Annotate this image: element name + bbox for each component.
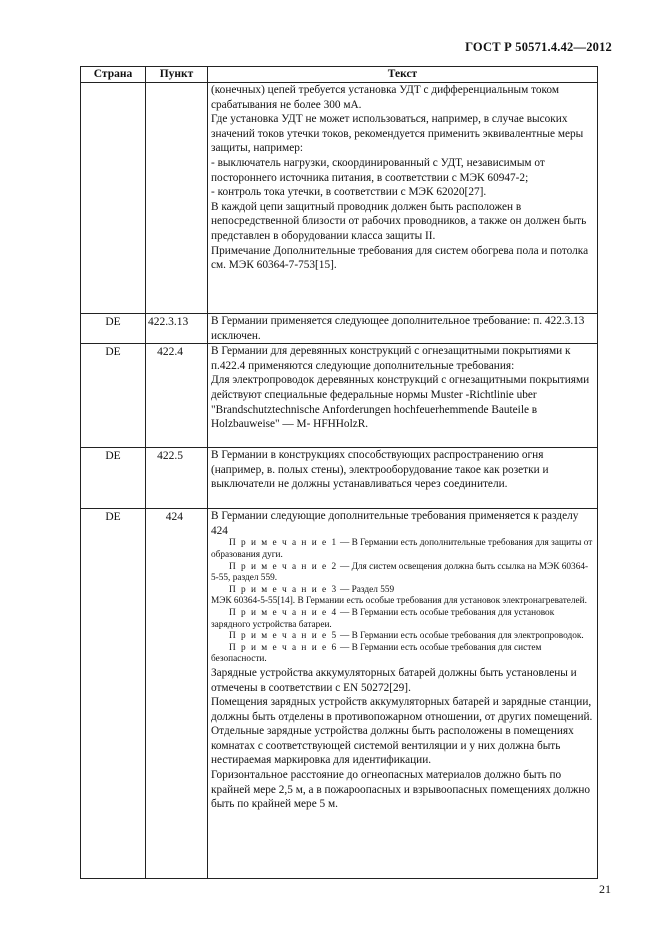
note-text: — В Германии есть дополнительные требования для защиты от образования дуги. — [211, 538, 593, 560]
table-row — [81, 83, 598, 314]
clause-cell: 422.5 — [146, 448, 208, 509]
note-text: — В Германии есть особые требования для электропроводок. — [337, 631, 584, 642]
note-label: П р и м е ч а н и е 1 — [229, 538, 338, 549]
country-cell — [81, 83, 146, 314]
note-label: П р и м е ч а н и е 6 — [229, 642, 338, 653]
paragraph: В каждой цепи защитный проводник должен быть расположен в непосредственной близости от рабочих проводников, а также он должен быть представлен в оборудовании класса защиты II. — [211, 200, 587, 242]
paragraph: Отдельные зарядные устройства должны быть расположены в помещениях комнатах с соответствующей системой вентиляции и у них должна быть нестираемая маркировка для идентификации. — [211, 725, 574, 767]
table-header-row — [81, 67, 598, 83]
paragraph: - выключатель нагрузки, скоординированный с УДТ, независимым от постороннего источника питания, в соответствии с МЭК 60947-2; — [211, 156, 545, 184]
note-text: — В Германии есть особые требования для установок зарядного устройства батареи. — [211, 607, 555, 630]
note — [211, 538, 594, 561]
clause-cell: 422.4 — [146, 344, 208, 448]
note — [211, 608, 594, 631]
clause-cell: 424 — [146, 509, 208, 879]
paragraph: Где установка УДТ не может использоваться, например, в случае высоких значений токов утечки токов, рекомендуется применить эквивалентные меры защиты, например: — [211, 113, 584, 155]
note — [211, 562, 594, 585]
paragraph: В Германии следующие дополнительные требования применяется к разделу 424 — [211, 510, 579, 537]
clause-cell — [146, 83, 208, 314]
text-cell — [208, 344, 598, 448]
clause-cell: 422.3.13 — [146, 314, 208, 344]
paragraph: В Германии для деревянных конструкций с огнезащитными покрытиями к п.422.4 применяются следующие дополнительные требования: — [211, 345, 571, 372]
paragraph: Для электропроводок деревянных конструкций с огнезащитными покрытиями действуют специальные федеральные нормы Muster -Richtlinie uber "Brandschutztechnische Anforderungen hochfeuerhemmende Bauteile в Holzbauweise" — M- HFHHolzR. — [211, 374, 590, 431]
table-row — [81, 314, 598, 344]
note-label: П р и м е ч а н и е 3 — [229, 584, 338, 595]
note — [211, 585, 594, 597]
paragraph: В Германии применяется следующее дополнительное требование: п. 422.3.13 исключен. — [211, 315, 585, 342]
column-header-text: Текст — [208, 67, 598, 83]
note — [211, 631, 594, 643]
paragraph: - контроль тока утечки, в соответствии с МЭК 62020[27]. — [211, 186, 487, 199]
text-cell — [208, 83, 598, 314]
note — [211, 596, 594, 608]
column-header-country: Страна — [81, 67, 146, 83]
paragraph: Помещения зарядных устройств аккумуляторных батарей и зарядные станции, должны быть отделены в противопожарном отношении, от других помещений. — [211, 696, 593, 723]
paragraph: В Германии в конструкциях способствующих распространению огня (например, в. полых стены), электрооборудование такое как розетки и выключатели не должны устанавливаться через соединители. — [211, 449, 549, 491]
note-text: — Раздел 559 — [337, 584, 395, 595]
document-code: ГОСТ Р 50571.4.42—2012 — [465, 40, 612, 54]
page-number: 21 — [599, 882, 611, 896]
column-header-clause: Пункт — [146, 67, 208, 83]
table-row — [81, 509, 598, 879]
country-cell: DE — [81, 509, 146, 879]
note-text: — Для систем освещения должна быть ссылка на МЭК 60364-5-55, раздел 559. — [211, 561, 589, 584]
paragraph: Примечание Дополнительные требования для систем обогрева пола и потолка см. МЭК 60364-7-753[15]. — [211, 244, 589, 272]
note-label: П р и м е ч а н и е 5 — [229, 631, 338, 642]
country-cell: DE — [81, 448, 146, 509]
paragraph: (конечных) цепей требуется установка УДТ с дифференциальным током срабатывания не более 300 мА. — [211, 84, 560, 111]
country-cell: DE — [81, 314, 146, 344]
text-cell — [208, 509, 598, 879]
note-text: МЭК 60364-5-55[14]. В Германии есть особые требования для установок электронагревателей. — [211, 596, 587, 607]
note-label: П р и м е ч а н и е 4 — [229, 607, 338, 618]
country-deviations-table — [80, 66, 598, 879]
note-text: — В Германии есть особые требования для систем безопасности. — [211, 642, 542, 665]
note-label: П р и м е ч а н и е 2 — [229, 561, 338, 572]
table-row — [81, 448, 598, 509]
paragraph: Зарядные устройства аккумуляторных батарей должны быть установлены и отмечены в соответствии с EN 50272[29]. — [211, 666, 577, 694]
country-cell: DE — [81, 344, 146, 448]
paragraph: Горизонтальное расстояние до огнеопасных материалов должно быть по крайней мере 2,5 м, а в пожароопасных и взрывоопасных помещениях должно быть по крайней мере 5 м. — [211, 769, 591, 811]
table-row — [81, 344, 598, 448]
note — [211, 643, 594, 666]
text-cell — [208, 448, 598, 509]
text-cell — [208, 314, 598, 344]
